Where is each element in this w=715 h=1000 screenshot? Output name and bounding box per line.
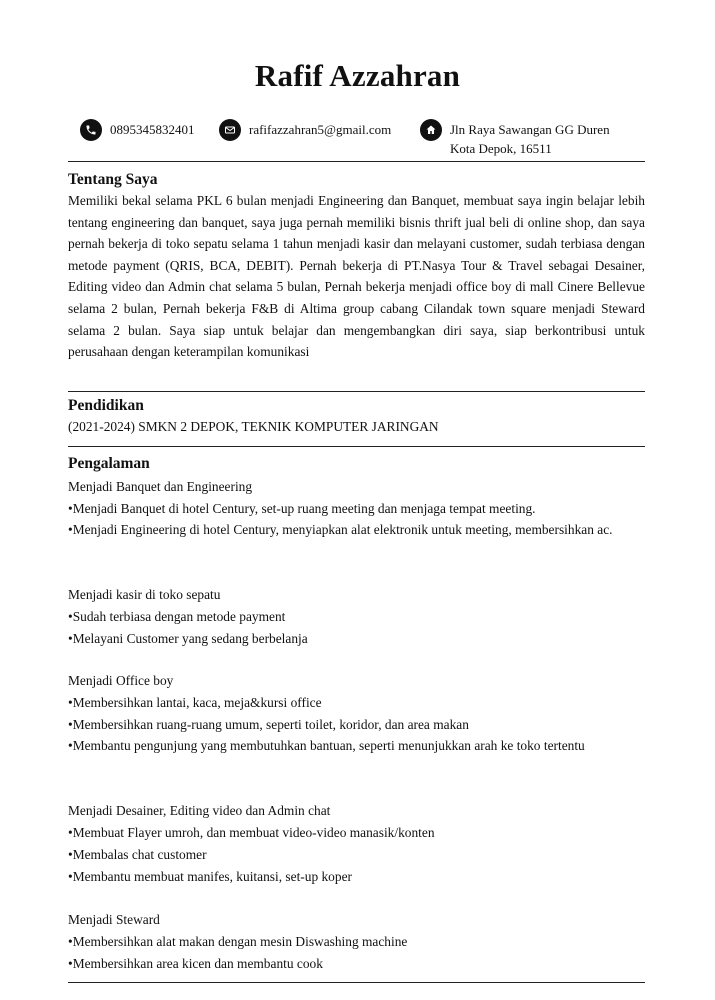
education-divider — [68, 446, 645, 447]
about-divider — [68, 391, 645, 392]
phone-icon — [80, 119, 102, 141]
resume-name: Rafif Azzahran — [254, 58, 461, 93]
phone-number: 0895345832401 — [110, 122, 195, 137]
education-title: Pendidikan — [68, 397, 144, 414]
address-line-1: Jln Raya Sawangan GG Duren — [450, 122, 610, 137]
about-text: Memiliki bekal selama PKL 6 bulan menjadi Engineering dan Banquet, membuat saya ingin belajar lebih tentang engineering dan banquet, saya juga pernah memiliki bisnis thrift jual beli di online shop, dan saya pernah bekerja di toko sepatu selama 1 tahun menjadi kasir dan melayani customer, sudah terbiasa dengan metode payment (QRIS, BCA, DEBIT). Pernah bekerja di PT.Nasya Tour & Travel sebagai Desainer, Editing video dan Admin chat selama 5 bulan, Pernah bekerja menjadi office boy di mall Cinere Bellevue selama 2 bulan, Pernah bekerja F&B di Altima group cabang Cilandak town square menjadi Steward selama 2 bulan. Saya siap untuk belajar dan mengembangkan diri saya, siap berkontribusi untuk perusahaan dengan keterampilan komunikasi — [68, 193, 645, 360]
about-title: Tentang Saya — [68, 171, 158, 188]
education-entry: (2021-2024) SMKN 2 DEPOK, TEKNIK KOMPUTER JARINGAN — [68, 419, 439, 434]
job-bullet: •Menjadi Banquet di hotel Century, set-up ruang meeting dan menjaga tempat meeting. — [68, 501, 536, 516]
home-icon — [420, 119, 442, 141]
job-bullet: •Sudah terbiasa dengan metode payment — [68, 609, 286, 624]
email-contact — [219, 120, 391, 141]
experience-title: Pengalaman — [68, 455, 150, 472]
email-icon — [219, 119, 241, 141]
address-contact — [420, 120, 610, 158]
email-address: rafifazzahran5@gmail.com — [249, 122, 392, 137]
job-bullet: •Membersihkan lantai, kaca, meja&kursi office — [68, 695, 322, 710]
job-bullet: •Menjadi Engineering di hotel Century, menyiapkan alat elektronik untuk meeting, membersihkan ac. — [68, 522, 613, 537]
phone-contact — [80, 120, 195, 141]
job-bullet: •Membantu pengunjung yang membutuhkan bantuan, seperti menunjukkan arah ke toko tertentu — [68, 738, 585, 753]
job-bullet: •Membantu membuat manifes, kuitansi, set-up koper — [68, 869, 352, 884]
header-divider — [68, 161, 645, 162]
job-role: Menjadi Desainer, Editing video dan Admin chat — [68, 803, 331, 818]
footer-divider — [68, 982, 645, 983]
job-bullet: •Melayani Customer yang sedang berbelanja — [68, 631, 308, 646]
job-role: Menjadi Office boy — [68, 673, 174, 688]
job-bullet: •Membalas chat customer — [68, 847, 207, 862]
job-role: Menjadi Banquet dan Engineering — [68, 479, 253, 494]
job-bullet: •Membersihkan area kicen dan membantu cook — [68, 956, 323, 971]
job-bullet: •Membuat Flayer umroh, dan membuat video-video manasik/konten — [68, 825, 435, 840]
job-bullet: •Membersihkan ruang-ruang umum, seperti toilet, koridor, dan area makan — [68, 717, 469, 732]
address-line-2: Kota Depok, 16511 — [450, 141, 552, 156]
job-role: Menjadi Steward — [68, 912, 160, 927]
job-role: Menjadi kasir di toko sepatu — [68, 587, 221, 602]
job-bullet: •Membersihkan alat makan dengan mesin Diswashing machine — [68, 934, 408, 949]
